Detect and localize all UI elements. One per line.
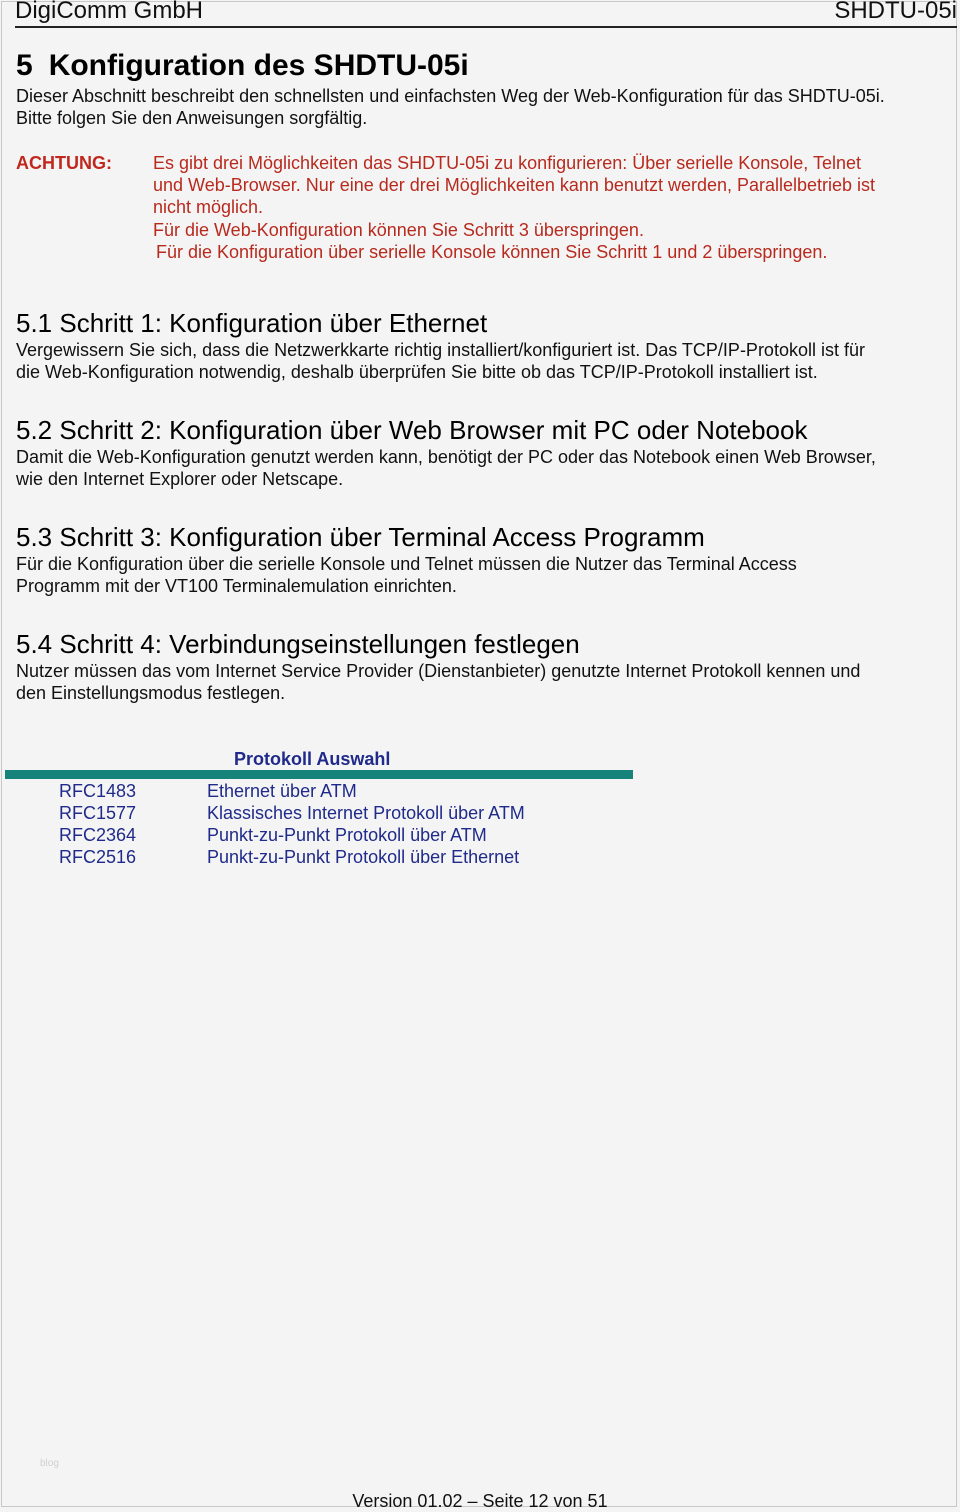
warning-line: Es gibt drei Möglichkeiten das SHDTU-05i zu konfigurieren: Über serielle Konsole, Telnet bbox=[153, 153, 862, 173]
paragraph-line: die Web-Konfiguration notwendig, deshalb überprüfen Sie bitte ob das TCP/IP-Protokoll installiert ist. bbox=[16, 362, 818, 382]
protocol-row bbox=[0, 824, 700, 846]
subsection-text-5-2 bbox=[16, 446, 956, 490]
protocol-code: RFC1577 bbox=[59, 803, 137, 823]
paragraph-line: wie den Internet Explorer oder Netscape. bbox=[16, 469, 344, 489]
warning-text bbox=[153, 152, 953, 263]
section-intro bbox=[16, 85, 956, 129]
protocol-code: RFC1483 bbox=[59, 781, 137, 801]
protocol-description: Punkt-zu-Punkt Protokoll über Ethernet bbox=[207, 847, 520, 867]
section-number: 5 bbox=[16, 49, 33, 82]
paragraph-line: den Einstellungsmodus festlegen. bbox=[16, 683, 286, 703]
protocol-table-rule bbox=[5, 770, 633, 779]
page-footer: Version 01.02 – Seite 12 von 51 bbox=[352, 1491, 608, 1511]
paragraph-line: Damit die Web-Konfiguration genutzt werden kann, benötigt der PC oder das Notebook einen Web Browser, bbox=[16, 447, 876, 467]
protocol-description: Ethernet über ATM bbox=[207, 781, 357, 801]
warning-line: nicht möglich. bbox=[153, 197, 264, 218]
protocol-row bbox=[0, 846, 700, 868]
subsection-heading-5-1: 5.1 Schritt 1: Konfiguration über Ethernet bbox=[16, 308, 488, 338]
subsection-heading-5-4: 5.4 Schritt 4: Verbindungseinstellungen festlegen bbox=[16, 629, 580, 659]
protocol-code: RFC2516 bbox=[59, 847, 137, 867]
protocol-row bbox=[0, 780, 700, 802]
protocol-description: Klassisches Internet Protokoll über ATM bbox=[207, 803, 525, 823]
protocol-description: Punkt-zu-Punkt Protokoll über ATM bbox=[207, 825, 487, 845]
product-name: SHDTU-05i bbox=[834, 0, 957, 24]
section-title: Konfiguration des SHDTU-05i bbox=[48, 49, 469, 82]
subsection-text-5-3 bbox=[16, 553, 956, 597]
watermark: blog bbox=[40, 1458, 59, 1469]
warning-line: Für die Web-Konfiguration können Sie Schritt 3 überspringen. bbox=[153, 219, 644, 240]
subsection-heading-5-2: 5.2 Schritt 2: Konfiguration über Web Browser mit PC oder Notebook bbox=[16, 415, 808, 445]
paragraph-line: Programm mit der VT100 Terminalemulation einrichten. bbox=[16, 576, 457, 596]
paragraph-line: Nutzer müssen das vom Internet Service Provider (Dienstanbieter) genutzte Internet Protokoll kennen und bbox=[16, 661, 861, 681]
subsection-heading-5-3: 5.3 Schritt 3: Konfiguration über Terminal Access Programm bbox=[16, 522, 705, 552]
warning-line: Für die Konfiguration über serielle Konsole können Sie Schritt 1 und 2 überspringen. bbox=[156, 241, 828, 262]
warning-label: ACHTUNG: bbox=[16, 153, 112, 173]
paragraph-line: Für die Konfiguration über die serielle Konsole und Telnet müssen die Nutzer das Terminal Access bbox=[16, 554, 797, 574]
intro-line: Bitte folgen Sie den Anweisungen sorgfältig. bbox=[16, 108, 368, 128]
company-name: DigiComm GmbH bbox=[15, 0, 204, 24]
section-heading bbox=[16, 48, 469, 84]
protocol-table-title: Protokoll Auswahl bbox=[234, 749, 391, 769]
page-header bbox=[15, 0, 957, 28]
subsection-text-5-1 bbox=[16, 339, 956, 383]
protocol-code: RFC2364 bbox=[59, 825, 137, 845]
warning-line: und Web-Browser. Nur eine der drei Möglichkeiten kann benutzt werden, Parallelbetrieb ist bbox=[153, 175, 876, 196]
intro-line: Dieser Abschnitt beschreibt den schnellsten und einfachsten Weg der Web-Konfiguration für das SHDTU-05i. bbox=[16, 86, 885, 106]
protocol-row bbox=[0, 802, 700, 824]
paragraph-line: Vergewissern Sie sich, dass die Netzwerkkarte richtig installiert/konfiguriert ist. Das TCP/IP-Protokoll ist für bbox=[16, 340, 865, 360]
subsection-text-5-4 bbox=[16, 660, 956, 704]
